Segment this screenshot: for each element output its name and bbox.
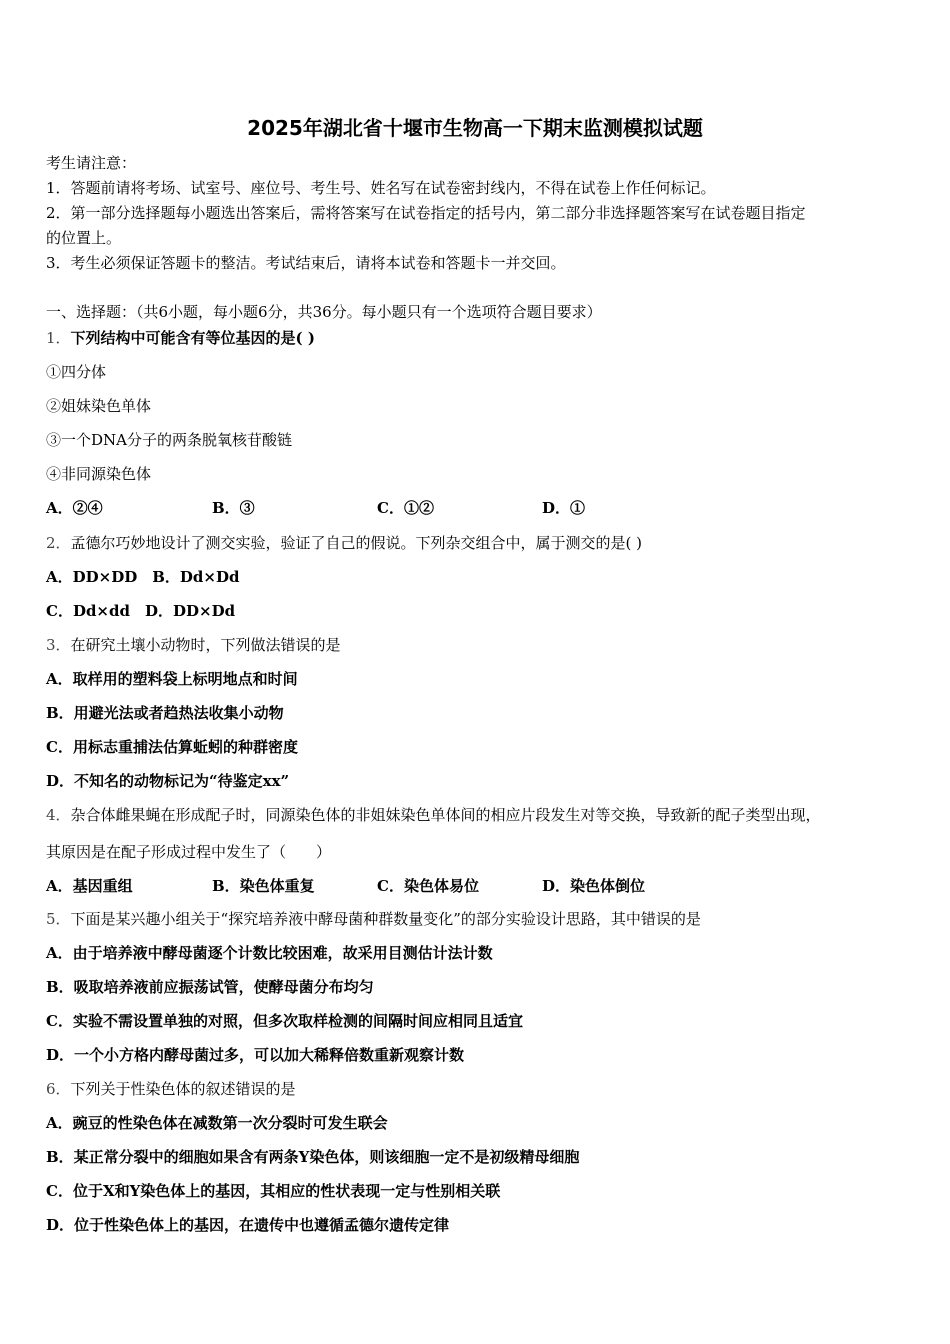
question-stem: 下列关于性染色体的叙述错误的是 (70, 1080, 296, 1098)
q3-option-c[interactable]: C．用标志重捕法估算蚯蚓的种群密度 (46, 738, 298, 756)
q4-option-a[interactable]: A．基因重组 (46, 877, 133, 895)
question-1 (46, 327, 315, 348)
q1-item-2: ②姐妹染色单体 (46, 397, 152, 415)
notice-item-2: 2．第一部分选择题每小题选出答案后，需将答案写在试卷指定的括号内，第二部分非选择题答案写在试卷题目指定 (46, 204, 806, 222)
question-stem: 杂合体雌果蝇在形成配子时，同源染色体的非姐妹染色单体间的相应片段发生对等交换，导致新的配子类型出现， (70, 806, 821, 824)
page-title: 2025年湖北省十堰市生物高一下期末监测模拟试题 (247, 116, 703, 140)
q1-option-c[interactable]: C．①② (377, 499, 434, 517)
q3-option-a[interactable]: A．取样用的塑料袋上标明地点和时间 (46, 670, 298, 688)
q2-options-row-2[interactable]: C．Dd×dd D．DD×Dd (46, 602, 236, 620)
question-number: 3． (46, 636, 71, 654)
q6-option-d[interactable]: D．位于性染色体上的基因，在遗传中也遵循孟德尔遗传定律 (46, 1216, 450, 1234)
q5-option-b[interactable]: B．吸取培养液前应振荡试管，使酵母菌分布均匀 (46, 978, 374, 996)
q1-item-1: ①四分体 (46, 363, 107, 381)
q1-option-d[interactable]: D．① (542, 499, 586, 517)
q4-option-c[interactable]: C．染色体易位 (377, 877, 479, 895)
question-2 (46, 532, 642, 553)
q2-options-row-1[interactable]: A．DD×DD B．Dd×Dd (46, 568, 240, 586)
section-heading: 一、选择题：（共6小题，每小题6分，共36分。每小题只有一个选项符合题目要求） (46, 303, 602, 321)
notice-item-3: 3．考生必须保证答题卡的整洁。考试结束后，请将本试卷和答题卡一并交回。 (46, 254, 566, 272)
q1-item-3: ③一个DNA分子的两条脱氧核苷酸链 (46, 431, 292, 449)
notice-heading: 考生请注意： (46, 154, 137, 172)
question-stem: 在研究土壤小动物时，下列做法错误的是 (70, 636, 341, 654)
question-5 (46, 908, 701, 929)
question-4-cont: 其原因是在配子形成过程中发生了（ ） (46, 843, 332, 861)
q1-item-4: ④非同源染色体 (46, 465, 152, 483)
q6-option-c[interactable]: C．位于X和Y染色体上的基因，其相应的性状表现一定与性别相关联 (46, 1182, 501, 1200)
q5-option-c[interactable]: C．实验不需设置单独的对照，但多次取样检测的间隔时间应相同且适宜 (46, 1012, 523, 1030)
q4-option-d[interactable]: D．染色体倒位 (542, 877, 646, 895)
q5-option-a[interactable]: A．由于培养液中酵母菌逐个计数比较困难，故采用目测估计法计数 (46, 944, 493, 962)
question-number: 1． (46, 329, 71, 347)
question-6 (46, 1078, 296, 1099)
question-4 (46, 804, 821, 825)
notice-item-1: 1．答题前请将考场、试室号、座位号、考生号、姓名写在试卷密封线内，不得在试卷上作任何标记。 (46, 179, 716, 197)
question-stem: 下面是某兴趣小组关于“探究培养液中酵母菌种群数量变化”的部分实验设计思路，其中错误的是 (70, 910, 701, 928)
q5-option-d[interactable]: D．一个小方格内酵母菌过多，可以加大稀释倍数重新观察计数 (46, 1046, 465, 1064)
question-number: 4． (46, 806, 71, 824)
q3-option-b[interactable]: B．用避光法或者趋热法收集小动物 (46, 704, 284, 722)
q6-option-a[interactable]: A．豌豆的性染色体在减数第一次分裂时可发生联会 (46, 1114, 388, 1132)
q1-option-a[interactable]: A．②④ (46, 499, 103, 517)
question-stem: 下列结构中可能含有等位基因的是( ) (70, 329, 315, 347)
question-number: 6． (46, 1080, 71, 1098)
question-stem: 孟德尔巧妙地设计了测交实验，验证了自己的假说。下列杂交组合中，属于测交的是( ) (70, 534, 643, 552)
q3-option-d[interactable]: D．不知名的动物标记为“待鉴定xx” (46, 772, 290, 790)
notice-item-2-cont: 的位置上。 (46, 229, 122, 247)
q1-option-b[interactable]: B．③ (212, 499, 255, 517)
question-3 (46, 634, 341, 655)
q6-option-b[interactable]: B．某正常分裂中的细胞如果含有两条Y染色体，则该细胞一定不是初级精母细胞 (46, 1148, 580, 1166)
q4-option-b[interactable]: B．染色体重复 (212, 877, 315, 895)
question-number: 2． (46, 534, 71, 552)
question-number: 5． (46, 910, 71, 928)
